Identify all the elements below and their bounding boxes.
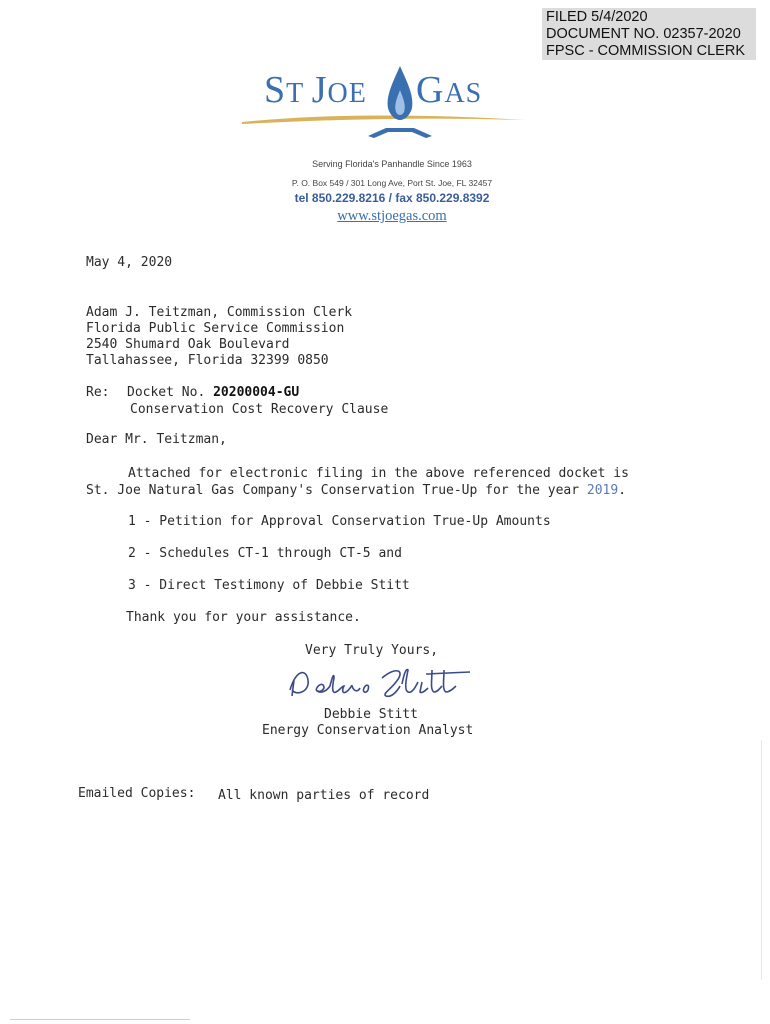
docket-number: 20200004-GU (213, 385, 300, 400)
logo-swoosh (242, 115, 525, 124)
re-subject: Conservation Cost Recovery Clause (130, 402, 389, 417)
closing-line: Very Truly Yours, (305, 643, 439, 658)
stamp-filed-date: FILED 5/4/2020 (546, 9, 648, 25)
cc-label: Emailed Copies: (78, 786, 196, 801)
salutation: Dear Mr. Teitzman, (86, 432, 227, 447)
cc-value: All known parties of record (218, 788, 430, 803)
company-logo (240, 62, 530, 148)
thanks-line: Thank you for your assistance. (126, 610, 361, 625)
stamp-clerk: FPSC - COMMISSION CLERK (546, 43, 745, 59)
letterhead-website-link[interactable]: www.stjoegas.com (337, 208, 447, 224)
letterhead-address: P. O. Box 549 / 301 Long Ave, Port St. Joe, FL 32457 (291, 178, 493, 188)
burner-icon (368, 128, 432, 138)
scan-edge-mark (761, 740, 762, 980)
logo-text-gas: GAS (416, 69, 483, 111)
logo-text-st-joe: ST JOE (264, 69, 367, 111)
recipient-line-1: Adam J. Teitzman, Commission Clerk (86, 305, 353, 320)
signer-title: Energy Conservation Analyst (262, 723, 474, 738)
list-item-2: 2 - Schedules CT-1 through CT-5 and (128, 546, 402, 561)
handwritten-signature (286, 660, 476, 708)
list-item-1: 1 - Petition for Approval Conservation True-Up Amounts (128, 514, 551, 529)
recipient-line-2: Florida Public Service Commission (86, 321, 345, 336)
recipient-line-3: 2540 Shumard Oak Boulevard (86, 337, 290, 352)
filing-stamp (542, 8, 756, 60)
recipient-line-4: Tallahassee, Florida 32399 0850 (86, 353, 329, 368)
letter-date: May 4, 2020 (86, 255, 173, 270)
re-label: Re: (86, 385, 110, 400)
body-line-1: Attached for electronic filing in the above referenced docket is (128, 466, 629, 481)
letterhead-phone: tel 850.229.8216 / fax 850.229.8392 (294, 191, 490, 205)
body-year: 2019 (586, 483, 619, 498)
letterhead-tagline: Serving Florida's Panhandle Since 1963 (312, 159, 472, 169)
stamp-document-number: DOCUMENT NO. 02357-2020 (546, 26, 741, 42)
scan-bottom-mark (10, 1019, 190, 1020)
re-docket: Docket No. 20200004-GU (127, 385, 300, 400)
body-line-2: St. Joe Natural Gas Company's Conservation True-Up for the year 2019. (86, 483, 627, 498)
signer-name: Debbie Stitt (324, 707, 418, 722)
list-item-3: 3 - Direct Testimony of Debbie Stitt (128, 578, 410, 593)
